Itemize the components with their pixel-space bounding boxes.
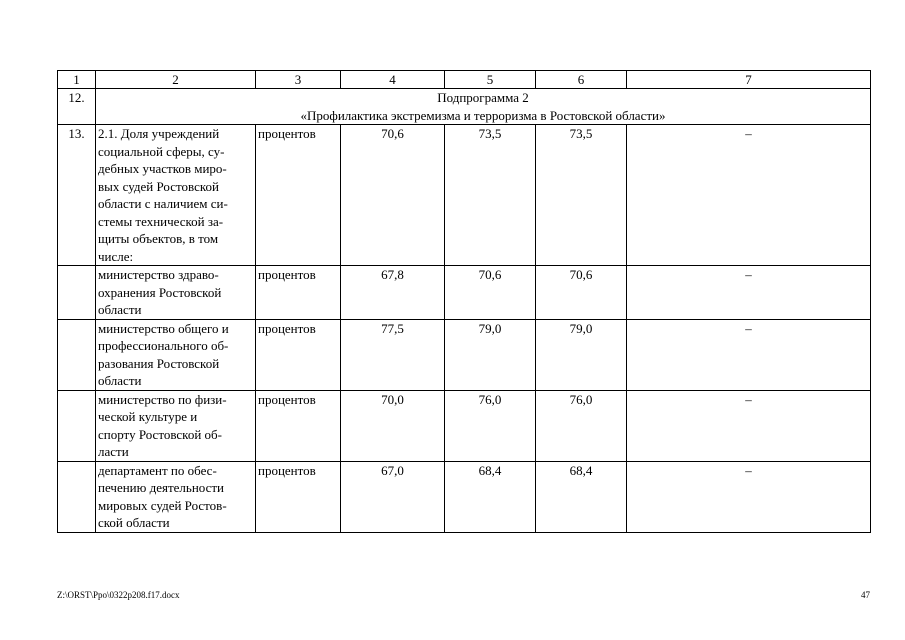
column-number: 6 bbox=[536, 71, 627, 89]
column-number: 4 bbox=[341, 71, 445, 89]
subprogram-title bbox=[96, 89, 871, 125]
indicator-name-line: печению деятельности bbox=[98, 480, 225, 495]
indicator-value-v5: 73,5 bbox=[445, 125, 536, 266]
indicator-name bbox=[96, 461, 256, 532]
row-number bbox=[58, 461, 96, 532]
indicator-name bbox=[96, 319, 256, 390]
indicator-name-line: профессионального об- bbox=[98, 338, 229, 353]
column-number: 1 bbox=[58, 71, 96, 89]
indicator-value-v4: 70,0 bbox=[341, 390, 445, 461]
table-row bbox=[58, 266, 871, 320]
indicator-name-line: разования Ростовской bbox=[98, 355, 220, 371]
indicator-name-line: министерство общего и bbox=[98, 320, 229, 336]
indicator-name-line: стемы технической за- bbox=[98, 213, 224, 229]
indicator-value-v6: 76,0 bbox=[536, 390, 627, 461]
indicator-name-line: щиты объектов, в том bbox=[98, 231, 219, 246]
column-number: 7 bbox=[627, 71, 871, 89]
row-number bbox=[58, 390, 96, 461]
unit-of-measure: процентов bbox=[256, 125, 341, 266]
table-row bbox=[58, 319, 871, 390]
unit-of-measure: процентов bbox=[256, 461, 341, 532]
indicator-value-v5: 68,4 bbox=[445, 461, 536, 532]
indicator-name-line: спорту Ростовской об- bbox=[98, 426, 222, 442]
row-number: 12. bbox=[58, 89, 96, 125]
indicator-value-v7: – bbox=[627, 266, 871, 320]
subprogram-name: «Профилактика экстремизма и терроризма в Ростовской области» bbox=[300, 107, 666, 123]
column-number: 3 bbox=[256, 71, 341, 89]
indicator-value-v6: 68,4 bbox=[536, 461, 627, 532]
indicator-name-line: ческой культуре и bbox=[98, 409, 198, 424]
indicator-name-line: мировых судей Ростов- bbox=[98, 497, 227, 513]
unit-of-measure: процентов bbox=[256, 390, 341, 461]
indicator-value-v6: 79,0 bbox=[536, 319, 627, 390]
table-row bbox=[58, 125, 871, 266]
indicator-name bbox=[96, 390, 256, 461]
indicator-name-line: департамент по обес- bbox=[98, 462, 217, 478]
indicator-value-v7: – bbox=[627, 125, 871, 266]
subprogram-heading: Подпрограмма 2 bbox=[437, 90, 529, 105]
indicator-value-v6: 70,6 bbox=[536, 266, 627, 320]
row-number bbox=[58, 266, 96, 320]
row-number bbox=[58, 319, 96, 390]
indicator-name bbox=[96, 266, 256, 320]
indicator-value-v7: – bbox=[627, 319, 871, 390]
indicator-name-line: области с наличием си- bbox=[98, 196, 228, 211]
indicator-name-line: социальной сферы, су- bbox=[98, 143, 225, 159]
indicator-value-v6: 73,5 bbox=[536, 125, 627, 266]
indicator-value-v4: 77,5 bbox=[341, 319, 445, 390]
indicator-name-line: дебных участков миро- bbox=[98, 161, 227, 176]
indicators-table bbox=[57, 70, 871, 533]
subprogram-row bbox=[58, 89, 871, 125]
indicator-name-line: вых судей Ростовской bbox=[98, 178, 219, 194]
indicator-value-v4: 67,8 bbox=[341, 266, 445, 320]
indicator-value-v4: 70,6 bbox=[341, 125, 445, 266]
document-file-path: Z:\ORST\Ppo\0322p208.f17.docx bbox=[57, 590, 180, 600]
indicator-name-line: охранения Ростовской bbox=[98, 284, 222, 300]
indicator-value-v5: 79,0 bbox=[445, 319, 536, 390]
indicator-name-line: области bbox=[98, 302, 142, 317]
unit-of-measure: процентов bbox=[256, 266, 341, 320]
column-number-row bbox=[58, 71, 871, 89]
indicator-value-v5: 70,6 bbox=[445, 266, 536, 320]
table-row bbox=[58, 390, 871, 461]
indicator-name-line: министерство по физи- bbox=[98, 391, 227, 407]
indicator-name-line: 2.1. Доля учреждений bbox=[98, 126, 220, 141]
page-number: 47 bbox=[861, 590, 870, 600]
indicator-name-line: области bbox=[98, 373, 142, 388]
table-row bbox=[58, 461, 871, 532]
indicator-name-line: числе: bbox=[98, 248, 134, 264]
indicator-value-v7: – bbox=[627, 390, 871, 461]
column-number: 5 bbox=[445, 71, 536, 89]
indicator-value-v5: 76,0 bbox=[445, 390, 536, 461]
column-number: 2 bbox=[96, 71, 256, 89]
row-number: 13. bbox=[58, 125, 96, 266]
indicator-value-v7: – bbox=[627, 461, 871, 532]
indicator-name-line: ской области bbox=[98, 515, 170, 530]
unit-of-measure: процентов bbox=[256, 319, 341, 390]
indicator-value-v4: 67,0 bbox=[341, 461, 445, 532]
indicator-name-line: министерство здраво- bbox=[98, 267, 219, 282]
indicator-name bbox=[96, 125, 256, 266]
indicator-name-line: ласти bbox=[98, 444, 129, 459]
